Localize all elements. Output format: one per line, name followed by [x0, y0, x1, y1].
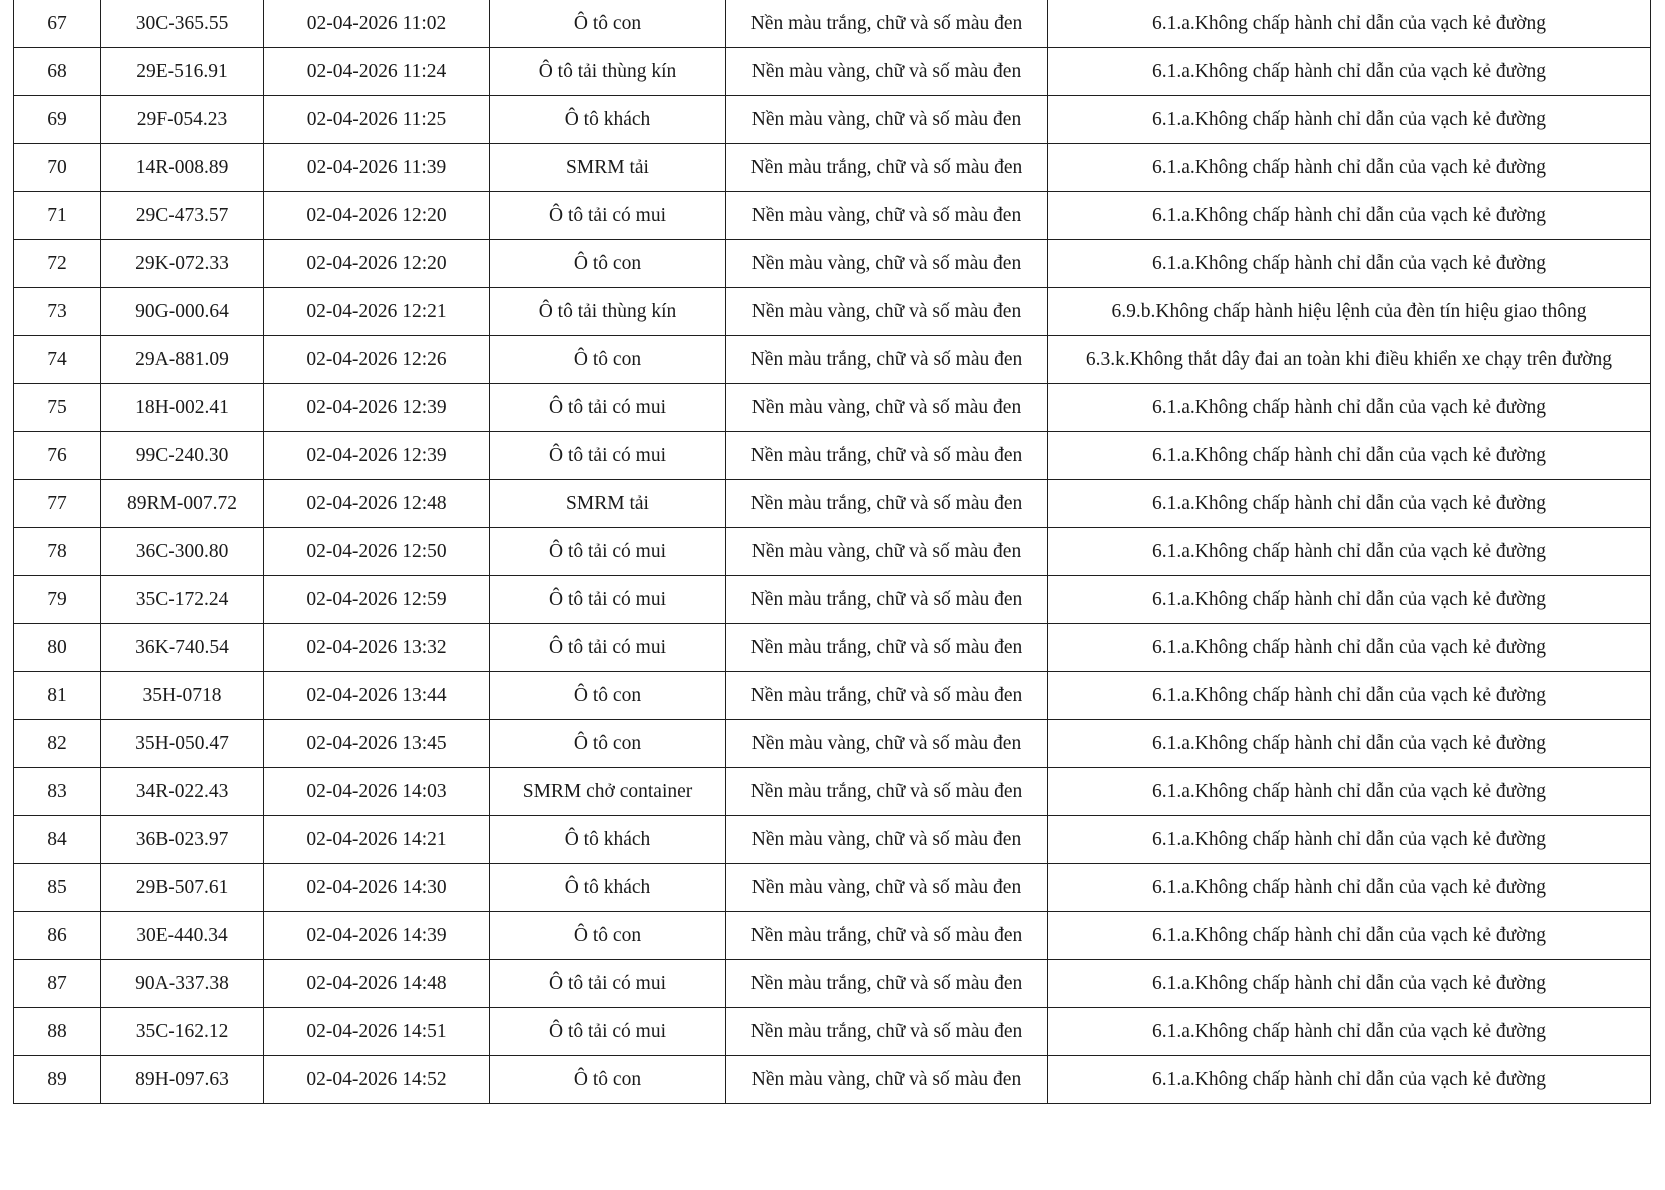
row-number-cell: 89 — [14, 1056, 101, 1104]
table-row — [14, 288, 1651, 336]
vehicle-type-cell: Ô tô tải có mui — [490, 1008, 726, 1056]
license-plate-cell: 18H-002.41 — [101, 384, 264, 432]
violation-description-cell: 6.1.a.Không chấp hành chỉ dẫn của vạch kẻ đường — [1048, 96, 1651, 144]
vehicle-type-cell: Ô tô khách — [490, 864, 726, 912]
violation-time-cell: 02-04-2026 11:39 — [264, 144, 490, 192]
violation-time-cell: 02-04-2026 13:45 — [264, 720, 490, 768]
vehicle-type-cell: SMRM tải — [490, 480, 726, 528]
license-plate-cell: 90A-337.38 — [101, 960, 264, 1008]
license-plate-cell: 29K-072.33 — [101, 240, 264, 288]
plate-color-cell: Nền màu vàng, chữ và số màu đen — [726, 288, 1048, 336]
row-number-cell: 69 — [14, 96, 101, 144]
plate-color-cell: Nền màu trắng, chữ và số màu đen — [726, 912, 1048, 960]
vehicle-type-cell: Ô tô khách — [490, 816, 726, 864]
violation-description-cell: 6.1.a.Không chấp hành chỉ dẫn của vạch kẻ đường — [1048, 768, 1651, 816]
vehicle-type-cell: Ô tô tải thùng kín — [490, 288, 726, 336]
vehicle-type-cell: SMRM tải — [490, 144, 726, 192]
violation-time-cell: 02-04-2026 12:21 — [264, 288, 490, 336]
license-plate-cell: 36B-023.97 — [101, 816, 264, 864]
table-row — [14, 1008, 1651, 1056]
table-row — [14, 432, 1651, 480]
violation-description-cell: 6.1.a.Không chấp hành chỉ dẫn của vạch kẻ đường — [1048, 384, 1651, 432]
violation-time-cell: 02-04-2026 14:03 — [264, 768, 490, 816]
vehicle-type-cell: Ô tô tải có mui — [490, 960, 726, 1008]
plate-color-cell: Nền màu vàng, chữ và số màu đen — [726, 192, 1048, 240]
row-number-cell: 72 — [14, 240, 101, 288]
table-row — [14, 192, 1651, 240]
plate-color-cell: Nền màu vàng, chữ và số màu đen — [726, 864, 1048, 912]
table-row — [14, 816, 1651, 864]
violation-time-cell: 02-04-2026 13:32 — [264, 624, 490, 672]
license-plate-cell: 35H-0718 — [101, 672, 264, 720]
plate-color-cell: Nền màu vàng, chữ và số màu đen — [726, 96, 1048, 144]
table-row — [14, 720, 1651, 768]
vehicle-type-cell: Ô tô tải có mui — [490, 432, 726, 480]
violation-description-cell: 6.1.a.Không chấp hành chỉ dẫn của vạch kẻ đường — [1048, 720, 1651, 768]
row-number-cell: 81 — [14, 672, 101, 720]
violation-description-cell: 6.1.a.Không chấp hành chỉ dẫn của vạch kẻ đường — [1048, 192, 1651, 240]
row-number-cell: 86 — [14, 912, 101, 960]
table-row — [14, 48, 1651, 96]
plate-color-cell: Nền màu vàng, chữ và số màu đen — [726, 528, 1048, 576]
row-number-cell: 68 — [14, 48, 101, 96]
license-plate-cell: 35C-162.12 — [101, 1008, 264, 1056]
vehicle-type-cell: Ô tô tải có mui — [490, 528, 726, 576]
table-row — [14, 528, 1651, 576]
violation-time-cell: 02-04-2026 12:48 — [264, 480, 490, 528]
table-row — [14, 576, 1651, 624]
violation-description-cell: 6.1.a.Không chấp hành chỉ dẫn của vạch kẻ đường — [1048, 816, 1651, 864]
plate-color-cell: Nền màu trắng, chữ và số màu đen — [726, 1008, 1048, 1056]
table-row — [14, 480, 1651, 528]
violation-description-cell: 6.1.a.Không chấp hành chỉ dẫn của vạch kẻ đường — [1048, 0, 1651, 48]
violation-time-cell: 02-04-2026 14:48 — [264, 960, 490, 1008]
table-row — [14, 384, 1651, 432]
vehicle-type-cell: Ô tô con — [490, 912, 726, 960]
table-row — [14, 0, 1651, 48]
license-plate-cell: 36C-300.80 — [101, 528, 264, 576]
violation-time-cell: 02-04-2026 13:44 — [264, 672, 490, 720]
row-number-cell: 70 — [14, 144, 101, 192]
license-plate-cell: 90G-000.64 — [101, 288, 264, 336]
violation-time-cell: 02-04-2026 11:24 — [264, 48, 490, 96]
violation-time-cell: 02-04-2026 12:20 — [264, 192, 490, 240]
table-row — [14, 912, 1651, 960]
license-plate-cell: 89H-097.63 — [101, 1056, 264, 1104]
plate-color-cell: Nền màu trắng, chữ và số màu đen — [726, 768, 1048, 816]
vehicle-type-cell: Ô tô con — [490, 672, 726, 720]
violation-time-cell: 02-04-2026 12:20 — [264, 240, 490, 288]
row-number-cell: 73 — [14, 288, 101, 336]
table-row — [14, 144, 1651, 192]
row-number-cell: 71 — [14, 192, 101, 240]
row-number-cell: 75 — [14, 384, 101, 432]
vehicle-type-cell: Ô tô tải có mui — [490, 192, 726, 240]
violation-time-cell: 02-04-2026 12:50 — [264, 528, 490, 576]
table-row — [14, 240, 1651, 288]
plate-color-cell: Nền màu trắng, chữ và số màu đen — [726, 432, 1048, 480]
violation-time-cell: 02-04-2026 14:30 — [264, 864, 490, 912]
violation-time-cell: 02-04-2026 14:21 — [264, 816, 490, 864]
license-plate-cell: 89RM-007.72 — [101, 480, 264, 528]
vehicle-type-cell: Ô tô con — [490, 336, 726, 384]
license-plate-cell: 29E-516.91 — [101, 48, 264, 96]
vehicle-type-cell: Ô tô tải có mui — [490, 624, 726, 672]
plate-color-cell: Nền màu trắng, chữ và số màu đen — [726, 576, 1048, 624]
license-plate-cell: 14R-008.89 — [101, 144, 264, 192]
violation-time-cell: 02-04-2026 11:25 — [264, 96, 490, 144]
violation-description-cell: 6.1.a.Không chấp hành chỉ dẫn của vạch kẻ đường — [1048, 864, 1651, 912]
row-number-cell: 78 — [14, 528, 101, 576]
violation-description-cell: 6.1.a.Không chấp hành chỉ dẫn của vạch kẻ đường — [1048, 912, 1651, 960]
violation-time-cell: 02-04-2026 11:02 — [264, 0, 490, 48]
plate-color-cell: Nền màu trắng, chữ và số màu đen — [726, 144, 1048, 192]
vehicle-type-cell: Ô tô tải có mui — [490, 384, 726, 432]
row-number-cell: 77 — [14, 480, 101, 528]
violation-time-cell: 02-04-2026 12:26 — [264, 336, 490, 384]
table-row — [14, 624, 1651, 672]
violations-table-body — [14, 0, 1651, 1104]
license-plate-cell: 99C-240.30 — [101, 432, 264, 480]
plate-color-cell: Nền màu vàng, chữ và số màu đen — [726, 384, 1048, 432]
row-number-cell: 80 — [14, 624, 101, 672]
violation-description-cell: 6.9.b.Không chấp hành hiệu lệnh của đèn tín hiệu giao thông — [1048, 288, 1651, 336]
license-plate-cell: 30E-440.34 — [101, 912, 264, 960]
plate-color-cell: Nền màu trắng, chữ và số màu đen — [726, 624, 1048, 672]
plate-color-cell: Nền màu trắng, chữ và số màu đen — [726, 0, 1048, 48]
table-row — [14, 1056, 1651, 1104]
violation-description-cell: 6.1.a.Không chấp hành chỉ dẫn của vạch kẻ đường — [1048, 240, 1651, 288]
table-row — [14, 672, 1651, 720]
plate-color-cell: Nền màu vàng, chữ và số màu đen — [726, 240, 1048, 288]
plate-color-cell: Nền màu trắng, chữ và số màu đen — [726, 960, 1048, 1008]
table-row — [14, 864, 1651, 912]
vehicle-type-cell: Ô tô con — [490, 0, 726, 48]
violation-time-cell: 02-04-2026 12:59 — [264, 576, 490, 624]
violation-time-cell: 02-04-2026 12:39 — [264, 384, 490, 432]
plate-color-cell: Nền màu trắng, chữ và số màu đen — [726, 336, 1048, 384]
row-number-cell: 67 — [14, 0, 101, 48]
plate-color-cell: Nền màu vàng, chữ và số màu đen — [726, 720, 1048, 768]
row-number-cell: 88 — [14, 1008, 101, 1056]
table-row — [14, 336, 1651, 384]
row-number-cell: 87 — [14, 960, 101, 1008]
plate-color-cell: Nền màu trắng, chữ và số màu đen — [726, 480, 1048, 528]
plate-color-cell: Nền màu vàng, chữ và số màu đen — [726, 816, 1048, 864]
violation-description-cell: 6.1.a.Không chấp hành chỉ dẫn của vạch kẻ đường — [1048, 432, 1651, 480]
violation-description-cell: 6.1.a.Không chấp hành chỉ dẫn của vạch kẻ đường — [1048, 144, 1651, 192]
vehicle-type-cell: Ô tô con — [490, 1056, 726, 1104]
vehicle-type-cell: Ô tô khách — [490, 96, 726, 144]
license-plate-cell: 34R-022.43 — [101, 768, 264, 816]
violation-description-cell: 6.1.a.Không chấp hành chỉ dẫn của vạch kẻ đường — [1048, 1056, 1651, 1104]
violation-description-cell: 6.1.a.Không chấp hành chỉ dẫn của vạch kẻ đường — [1048, 672, 1651, 720]
license-plate-cell: 29A-881.09 — [101, 336, 264, 384]
violation-description-cell: 6.1.a.Không chấp hành chỉ dẫn của vạch kẻ đường — [1048, 576, 1651, 624]
violation-time-cell: 02-04-2026 14:51 — [264, 1008, 490, 1056]
violation-description-cell: 6.1.a.Không chấp hành chỉ dẫn của vạch kẻ đường — [1048, 528, 1651, 576]
license-plate-cell: 36K-740.54 — [101, 624, 264, 672]
table-row — [14, 960, 1651, 1008]
violation-description-cell: 6.1.a.Không chấp hành chỉ dẫn của vạch kẻ đường — [1048, 624, 1651, 672]
plate-color-cell: Nền màu trắng, chữ và số màu đen — [726, 672, 1048, 720]
row-number-cell: 85 — [14, 864, 101, 912]
row-number-cell: 76 — [14, 432, 101, 480]
license-plate-cell: 35C-172.24 — [101, 576, 264, 624]
plate-color-cell: Nền màu vàng, chữ và số màu đen — [726, 1056, 1048, 1104]
row-number-cell: 79 — [14, 576, 101, 624]
violation-description-cell: 6.1.a.Không chấp hành chỉ dẫn của vạch kẻ đường — [1048, 1008, 1651, 1056]
license-plate-cell: 29C-473.57 — [101, 192, 264, 240]
row-number-cell: 84 — [14, 816, 101, 864]
table-row — [14, 96, 1651, 144]
row-number-cell: 83 — [14, 768, 101, 816]
license-plate-cell: 30C-365.55 — [101, 0, 264, 48]
vehicle-type-cell: Ô tô tải thùng kín — [490, 48, 726, 96]
violation-description-cell: 6.1.a.Không chấp hành chỉ dẫn của vạch kẻ đường — [1048, 960, 1651, 1008]
violation-time-cell: 02-04-2026 12:39 — [264, 432, 490, 480]
violations-table — [13, 0, 1651, 1104]
vehicle-type-cell: Ô tô tải có mui — [490, 576, 726, 624]
violation-time-cell: 02-04-2026 14:52 — [264, 1056, 490, 1104]
plate-color-cell: Nền màu vàng, chữ và số màu đen — [726, 48, 1048, 96]
row-number-cell: 74 — [14, 336, 101, 384]
violation-description-cell: 6.3.k.Không thắt dây đai an toàn khi điều khiển xe chạy trên đường — [1048, 336, 1651, 384]
violation-description-cell: 6.1.a.Không chấp hành chỉ dẫn của vạch kẻ đường — [1048, 480, 1651, 528]
row-number-cell: 82 — [14, 720, 101, 768]
license-plate-cell: 29F-054.23 — [101, 96, 264, 144]
license-plate-cell: 29B-507.61 — [101, 864, 264, 912]
vehicle-type-cell: Ô tô con — [490, 720, 726, 768]
violation-description-cell: 6.1.a.Không chấp hành chỉ dẫn của vạch kẻ đường — [1048, 48, 1651, 96]
table-row — [14, 768, 1651, 816]
license-plate-cell: 35H-050.47 — [101, 720, 264, 768]
vehicle-type-cell: SMRM chở container — [490, 768, 726, 816]
violation-time-cell: 02-04-2026 14:39 — [264, 912, 490, 960]
vehicle-type-cell: Ô tô con — [490, 240, 726, 288]
